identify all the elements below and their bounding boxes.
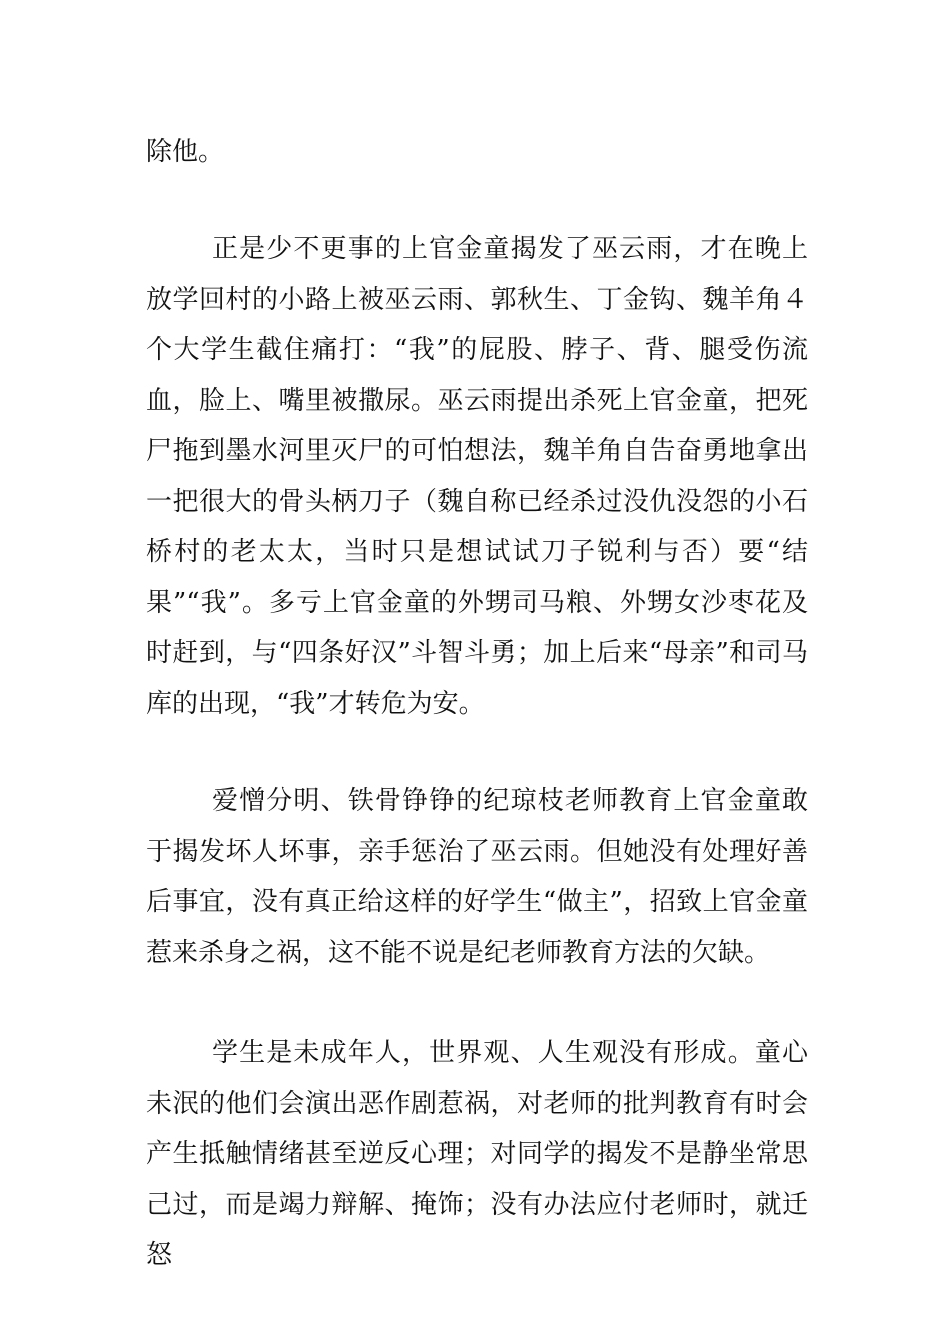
paragraph-text: 正是少不更事的上官金童揭发了巫云雨，才在晚上放学回村的小路上被巫云雨、郭秋生、丁金钩、魏羊角４个大学生截住痛打：“我”的屁股、脖子、背、腿受伤流血，脸上、嘴里被撒尿。巫云雨提出杀死上官金童，把死尸拖到墨水河里灭尸的可怕想法，魏羊角自告奋勇地拿出一把很大的骨头柄刀子（魏自称已经杀过没仇没怨的小石桥村的老太太，当时只是想试试刀子锐利与否）要“结果”“我”。多亏上官金童的外甥司马粮、外甥女沙枣花及时赶到，与“四条好汉”斗智斗勇；加上后来“母亲”和司马库的出现，“我”才转危为安。 (146, 234, 808, 719)
paragraph-teacher-ji-qiongzhi (146, 776, 808, 978)
paragraph-continuation (146, 127, 808, 178)
paragraph-students-minors (146, 1028, 808, 1281)
paragraph-text: 爱憎分明、铁骨铮铮的纪琼枝老师教育上官金童敢于揭发坏人坏事，亲手惩治了巫云雨。但她没有处理好善后事宜，没有真正给这样的好学生“做主”，招致上官金童惹来杀身之祸，这不能不说是纪老师教育方法的欠缺。 (146, 786, 808, 968)
paragraph-shangguan-jintong-beaten (146, 224, 808, 729)
paragraph-text: 学生是未成年人，世界观、人生观没有形成。童心未泯的他们会演出恶作剧惹祸，对老师的批判教育有时会产生抵触情绪甚至逆反心理；对同学的揭发不是静坐常思己过，而是竭力辩解、掩饰；没有办法应付老师时，就迁怒 (146, 1038, 808, 1270)
paragraph-text: 除他。 (146, 137, 225, 167)
